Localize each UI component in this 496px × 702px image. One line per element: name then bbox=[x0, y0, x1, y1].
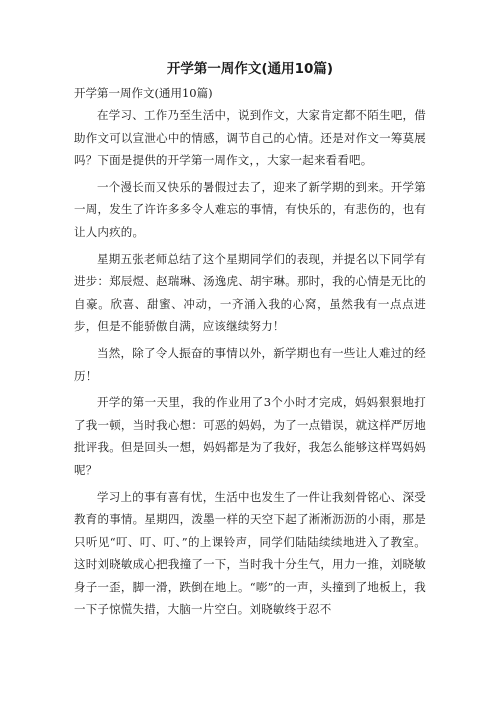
document-title: 开学第一周作文(通用10篇) bbox=[166, 61, 334, 77]
paragraph-homework: 开学的第一天里，我的作业用了3个小时才完成，妈妈狠狠地打了我一顿，当时我心想：可恶的妈妈，为了一点错误，就这样严厉地批评我。但是回头一想，妈妈都是为了我好，我怎么能够这样骂妈妈呢？ bbox=[74, 395, 426, 477]
paragraph-intro: 在学习、工作乃至生活中，说到作文，大家肯定都不陌生吧，借助作文可以宣泄心中的情感，调节自己的心情。还是对作文一筹莫展吗？下面是提供的开学第一周作文，，大家一起来看看吧。 bbox=[74, 108, 426, 168]
document-subtitle: 开学第一周作文(通用10篇) bbox=[74, 86, 213, 100]
document-page bbox=[74, 58, 426, 625]
paragraph-summer: 一个漫长而又快乐的暑假过去了，迎来了新学期的到来。开学第一周，发生了许许多多令人难忘的事情，有快乐的，有悲伤的，也有让人内疚的。 bbox=[74, 179, 426, 239]
paragraph-thursday: 学习上的事有喜有忧，生活中也发生了一件让我刻骨铭心、深受教育的事情。星期四，泼墨一样的天空下起了淅淅沥沥的小雨，那是只听见“叮、叮、叮、”的上课铃声，同学们陆陆续续地进入了教室。这时刘晓敏成心把我撞了一下，当时我十分生气，用力一推，刘晓敏身子一歪，脚一滑，跌倒在地上。“嘭”的一声，头撞到了地板上，我一下子惊慌失措，大脑一片空白。刘晓敏终于忍不 bbox=[74, 489, 426, 617]
paragraph-friday: 星期五张老师总结了这个星期同学们的表现，并提名以下同学有进步：郑辰煜、赵瑞琳、汤逸虎、胡宇琳。那时，我的心情是无比的自豪。欣喜、甜蜜、冲动，一齐涌入我的心窝，虽然我有一点点进步，但是不能骄傲自满，应该继续努力！ bbox=[74, 251, 426, 334]
paragraph-sad: 当然，除了令人振奋的事情以外，新学期也有一些让人难过的经历！ bbox=[74, 345, 426, 383]
